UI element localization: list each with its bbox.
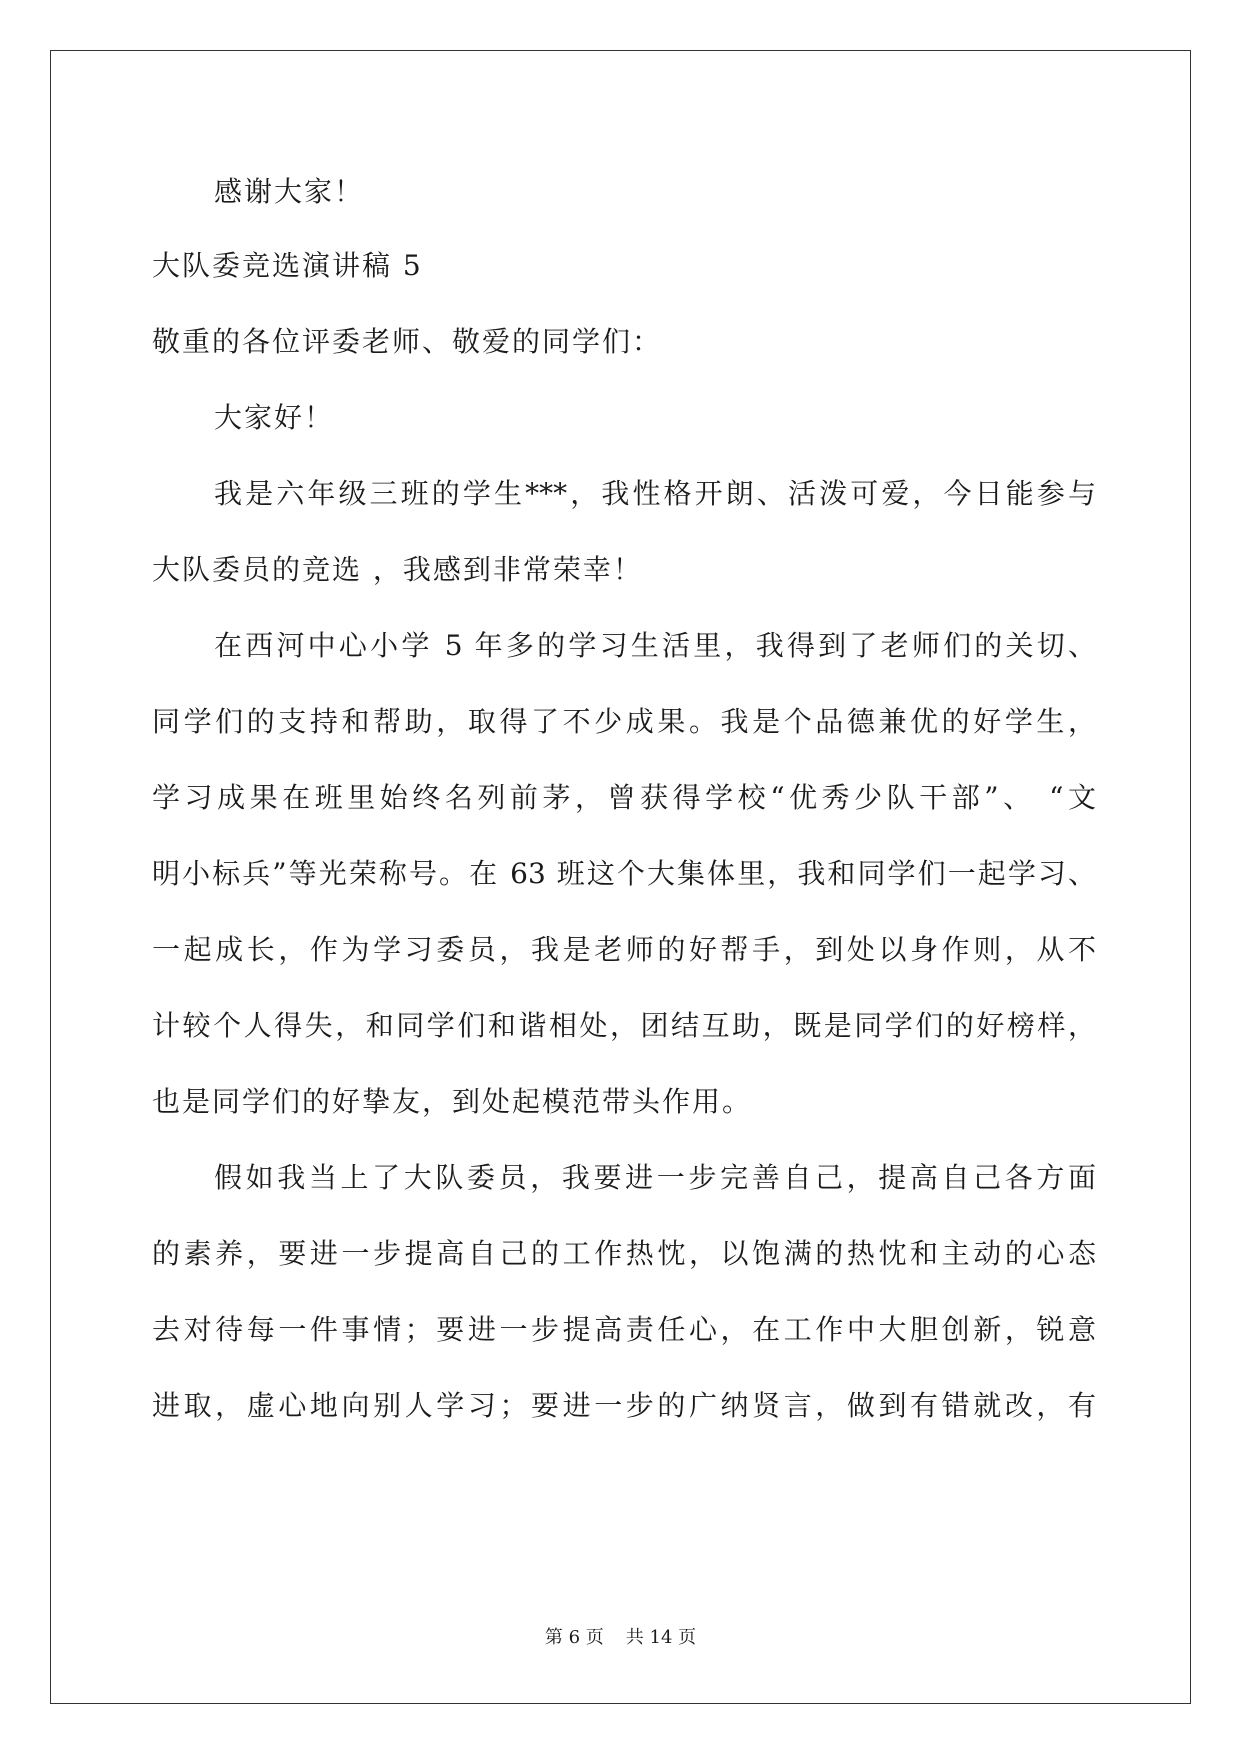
paragraph-line: 进取，虚心地向别人学习；要进一步的广纳贤言，做到有错就改，有: [152, 1389, 1096, 1422]
paragraph-line: 大队委员的竞选 ，我感到非常荣幸！: [152, 553, 643, 586]
paragraph-line: 假如我当上了大队委员，我要进一步完善自己，提高自己各方面: [214, 1161, 1096, 1194]
paragraph-line: 学习成果在班里始终名列前茅，曾获得学校“优秀少队干部”、 “文: [152, 781, 1096, 814]
page-footer: [0, 1626, 1241, 1650]
paragraph-line: 我是六年级三班的学生***，我性格开朗、活泼可爱，今日能参与: [214, 477, 1096, 510]
speech-title: 大队委竞选演讲稿 5: [152, 249, 423, 282]
paragraph-line: 计较个人得失，和同学们和谐相处，团结互助，既是同学们的好榜样，: [152, 1009, 1096, 1042]
paragraph-line: 的素养，要进一步提高自己的工作热忱，以饱满的热忱和主动的心态: [152, 1237, 1096, 1270]
salutation: 敬重的各位评委老师、敬爱的同学们：: [152, 325, 663, 358]
paragraph-line: 一起成长，作为学习委员，我是老师的好帮手，到处以身作则，从不: [152, 933, 1096, 966]
page-number-total: 共 14 页: [625, 1627, 697, 1648]
page-number-current: 第 6 页: [544, 1627, 604, 1648]
paragraph-line: 明小标兵”等光荣称号。在 63 班这个大集体里，我和同学们一起学习、: [152, 857, 1096, 890]
paragraph-line: 在西河中心小学 5 年多的学习生活里，我得到了老师们的关切、: [214, 629, 1096, 662]
closing-line: 感谢大家！: [214, 175, 365, 208]
paragraph-line: 同学们的支持和帮助，取得了不少成果。我是个品德兼优的好学生，: [152, 705, 1096, 738]
greeting: 大家好！: [214, 401, 335, 434]
paragraph-line: 去对待每一件事情；要进一步提高责任心，在工作中大胆创新，锐意: [152, 1313, 1096, 1346]
paragraph-line: 也是同学们的好挚友，到处起模范带头作用。: [152, 1085, 753, 1118]
